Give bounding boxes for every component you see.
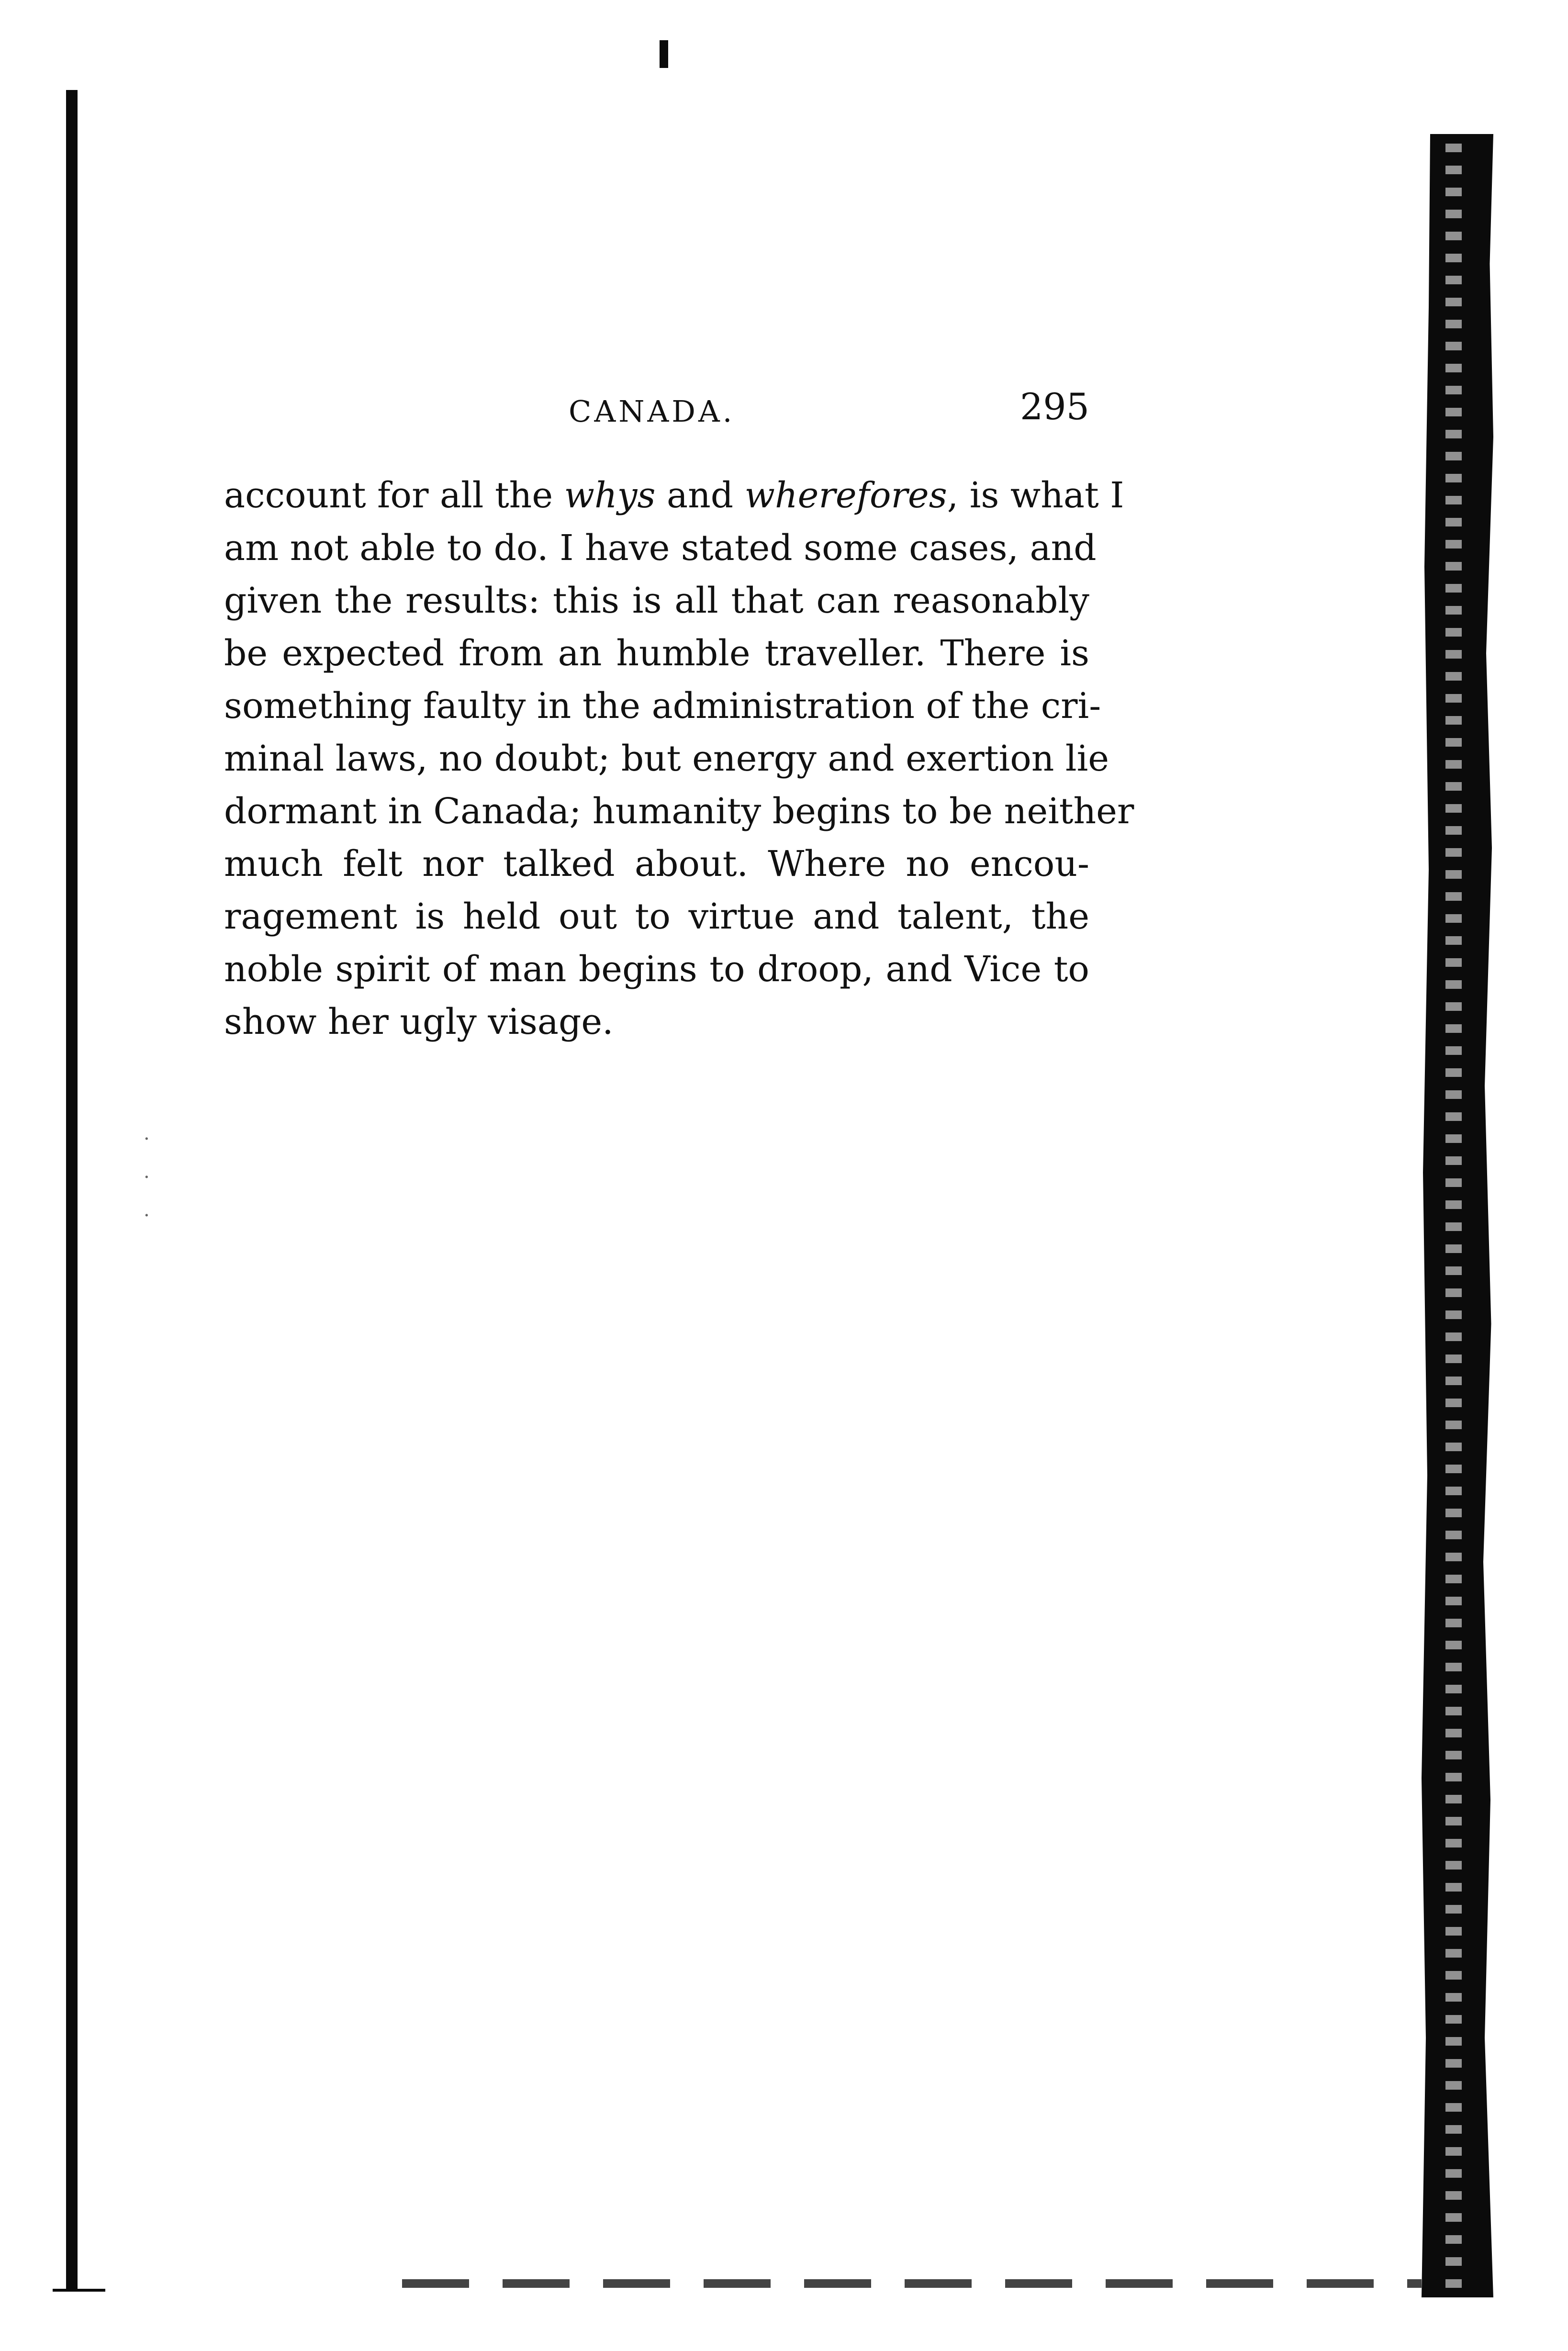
scan-artifact-left-foot [53, 2289, 105, 2292]
text-line [224, 680, 1101, 732]
italic-text: wherefores [744, 475, 947, 516]
text-line [224, 522, 1097, 574]
text-segment: ragement is held out to virtue and talent, the [224, 896, 1089, 937]
text-segment: show her ugly visage. [224, 1001, 614, 1042]
running-head [224, 383, 1089, 436]
text-segment: dormant in Canada; humanity begins to be neither [224, 791, 1134, 832]
running-head-title: CANADA. [569, 394, 735, 429]
text-line [224, 469, 1124, 522]
scan-artifact-bottom-edge [402, 2279, 1422, 2288]
text-line [224, 785, 1134, 838]
text-segment: , is what I [947, 475, 1124, 516]
text-segment: much felt nor talked about. Where no encou- [224, 843, 1089, 884]
text-line [224, 943, 1089, 996]
text-segment: minal laws, no doubt; but energy and exertion lie [224, 738, 1109, 779]
text-segment: noble spirit of man begins to droop, and Vice to [224, 949, 1089, 990]
text-line [224, 890, 1089, 943]
text-line [224, 627, 1089, 680]
page-number: 295 [1019, 385, 1089, 428]
text-segment: something faulty in the administration of the cri- [224, 685, 1101, 727]
scan-artifact-margin-specks: · · · [144, 1128, 150, 1227]
text-segment: be expected from an humble traveller. There is [224, 633, 1089, 674]
scan-artifact-right-edge-texture [1445, 144, 1462, 2288]
text-segment: am not able to do. I have stated some cases, and [224, 527, 1097, 569]
text-segment: account for all the [224, 475, 564, 516]
italic-text: whys [564, 475, 656, 516]
text-segment: given the results: this is all that can reasonably [224, 580, 1089, 621]
text-line [224, 838, 1089, 890]
text-line [224, 996, 1089, 1048]
text-line [224, 574, 1089, 627]
scan-artifact-left-border [66, 90, 78, 2292]
text-segment: and [655, 475, 745, 516]
body-text [224, 469, 1134, 1048]
text-line [224, 732, 1109, 785]
scan-artifact-top-mark [660, 40, 668, 68]
